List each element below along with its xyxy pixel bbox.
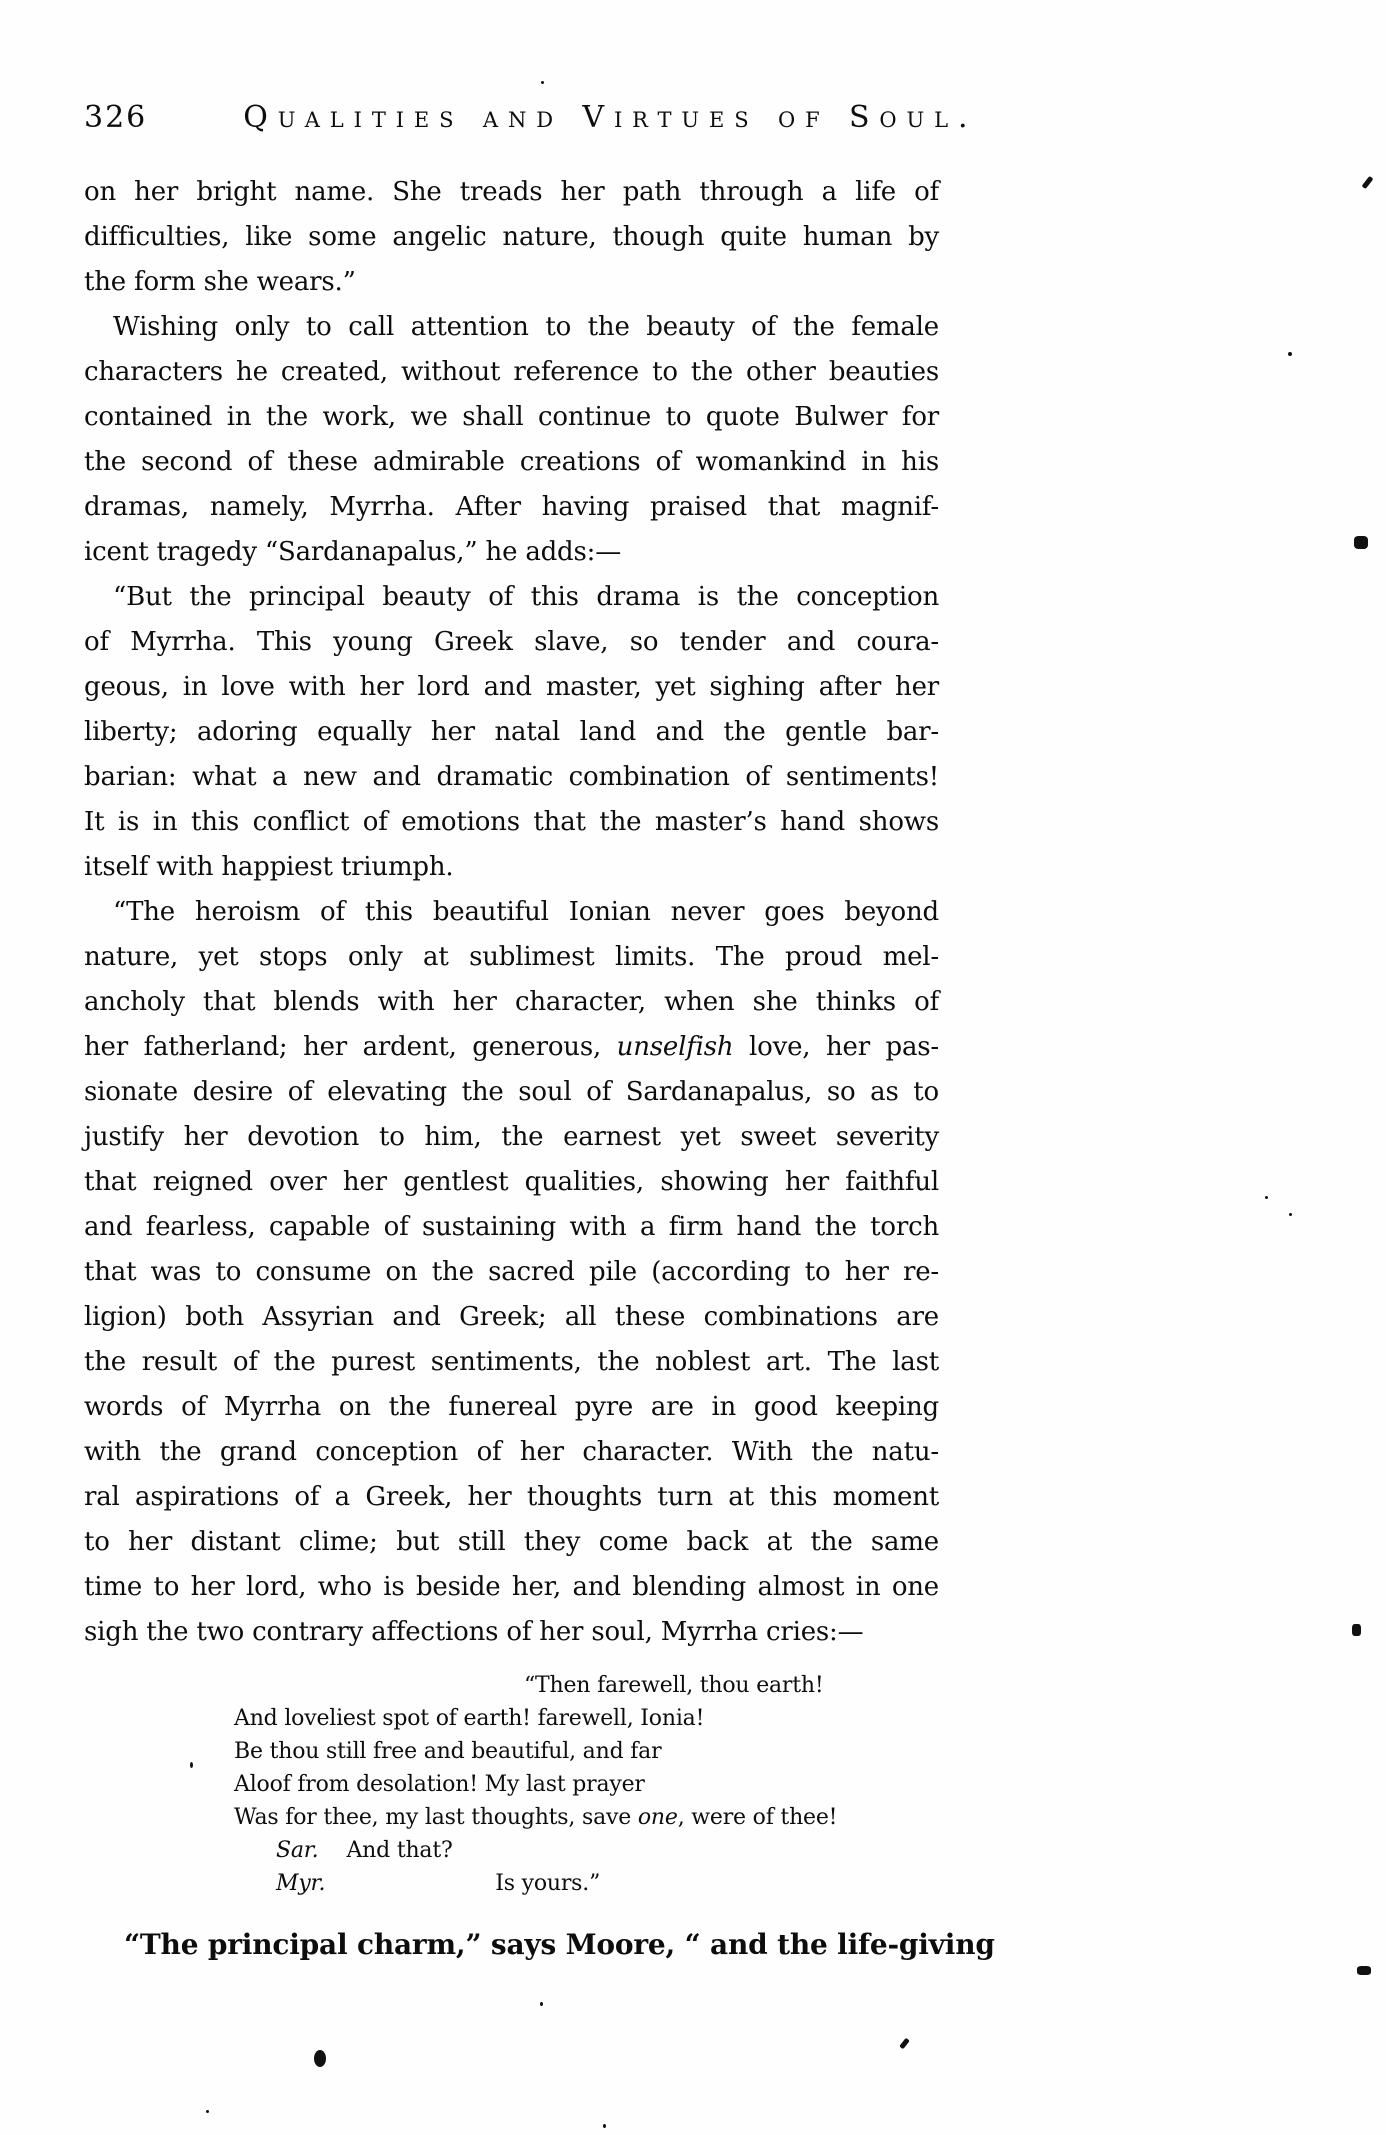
verse-quote	[234, 1669, 939, 1900]
verse-line	[234, 1867, 939, 1900]
ink-speck	[206, 2110, 209, 2113]
text-line: words of Myrrha on the funereal pyre are in good keeping	[84, 1392, 939, 1422]
verse-line: “Then farewell, thou earth!	[524, 1673, 824, 1698]
text-line: sigh the two contrary affections of her soul, Myrrha cries:—	[84, 1617, 864, 1647]
text-line: It is in this conflict of emotions that the master’s hand shows	[84, 807, 939, 837]
text-line: justify her devotion to him, the earnest yet sweet severity	[84, 1122, 939, 1152]
text-line: “The heroism of this beautiful Ionian never goes beyond	[113, 897, 939, 927]
text-line: geous, in love with her lord and master, yet sighing after her	[84, 672, 939, 702]
ink-speck	[1289, 1213, 1292, 1216]
ink-speck	[1265, 1196, 1268, 1199]
text-line: nature, yet stops only at sublimest limits. The proud mel-	[84, 942, 939, 972]
text-line: that reigned over her gentlest qualities, showing her faithful	[84, 1167, 939, 1197]
page-body	[84, 170, 995, 1965]
page-header	[84, 100, 1044, 135]
speaker-text: And that?	[346, 1838, 453, 1863]
text-line: itself with happiest triumph.	[84, 852, 454, 882]
verse-line: And loveliest spot of earth! farewell, Ionia!	[234, 1706, 705, 1731]
text-line: to her distant clime; but still they come back at the same	[84, 1527, 939, 1557]
speaker-text: Is yours.”	[495, 1871, 601, 1896]
ink-speck	[541, 81, 544, 84]
verse-line: Be thou still free and beautiful, and far	[234, 1739, 662, 1764]
verse-line	[234, 1801, 939, 1834]
ink-speck	[1352, 1624, 1361, 1636]
line-fragment: , were of thee!	[677, 1805, 838, 1830]
text-line	[84, 1025, 939, 1070]
verse-line: Aloof from desolation! My last prayer	[234, 1772, 645, 1797]
text-line: that was to consume on the sacred pile (according to her re-	[84, 1257, 939, 1287]
text-line: with the grand conception of her character. With the natu-	[84, 1437, 939, 1467]
speaker-label: Myr.	[276, 1871, 326, 1896]
text-line: dramas, namely, Myrrha. After having praised that magnif-	[84, 492, 939, 522]
line-fragment: Was for thee, my last thoughts, save	[234, 1805, 638, 1830]
ink-speck	[1288, 352, 1292, 356]
italic-word: one	[637, 1805, 678, 1830]
text-line: characters he created, without reference to the other beauties	[84, 357, 939, 387]
text-line: ancholy that blends with her character, when she thinks of	[84, 987, 939, 1017]
text-line: barian: what a new and dramatic combination of sentiments!	[84, 762, 939, 792]
text-line: time to her lord, who is beside her, and blending almost in one	[84, 1572, 939, 1602]
page-number: 326	[84, 100, 148, 135]
text-line: on her bright name. She treads her path through a life of	[84, 177, 939, 207]
ink-speck	[899, 2038, 910, 2050]
text-line: the form she wears.”	[84, 267, 356, 297]
italic-word: unselfish	[616, 1032, 734, 1062]
line-fragment: her fatherland; her ardent, generous,	[84, 1032, 617, 1062]
ink-speck	[1354, 536, 1368, 549]
text-line: contained in the work, we shall continue to quote Bulwer for	[84, 402, 939, 432]
text-line: liberty; adoring equally her natal land and the gentle bar-	[84, 717, 939, 747]
verse-line	[234, 1834, 939, 1867]
text-line: the result of the purest sentiments, the noblest art. The last	[84, 1347, 939, 1377]
text-line: sionate desire of elevating the soul of Sardanapalus, so as to	[84, 1077, 939, 1107]
text-line: and fearless, capable of sustaining with a firm hand the torch	[84, 1212, 939, 1242]
ink-speck	[190, 1762, 193, 1768]
ink-speck	[603, 2124, 606, 2128]
ink-speck	[1362, 176, 1374, 189]
ink-speck	[314, 2050, 326, 2067]
text-line: ligion) both Assyrian and Greek; all these combinations are	[84, 1302, 939, 1332]
text-line: icent tragedy “Sardanapalus,” he adds:—	[84, 537, 622, 567]
text-line: ral aspirations of a Greek, her thoughts turn at this moment	[84, 1482, 939, 1512]
text-line: difficulties, like some angelic nature, though quite human by	[84, 222, 939, 252]
ink-speck	[540, 2002, 543, 2006]
text-line: “But the principal beauty of this drama is the conception	[113, 582, 939, 612]
text-line: the second of these admirable creations of womankind in his	[84, 447, 939, 477]
closing-paragraph: “The principal charm,” says Moore, “ and the life-giving	[124, 1928, 995, 1961]
text-line: of Myrrha. This young Greek slave, so tender and coura-	[84, 627, 939, 657]
speaker-label: Sar.	[276, 1838, 319, 1863]
line-fragment: love, her pas-	[733, 1032, 939, 1062]
running-title: Qualities and Virtues of Soul.	[243, 100, 978, 135]
ink-speck	[1357, 1966, 1371, 1975]
text-line: Wishing only to call attention to the beauty of the female	[113, 312, 939, 342]
